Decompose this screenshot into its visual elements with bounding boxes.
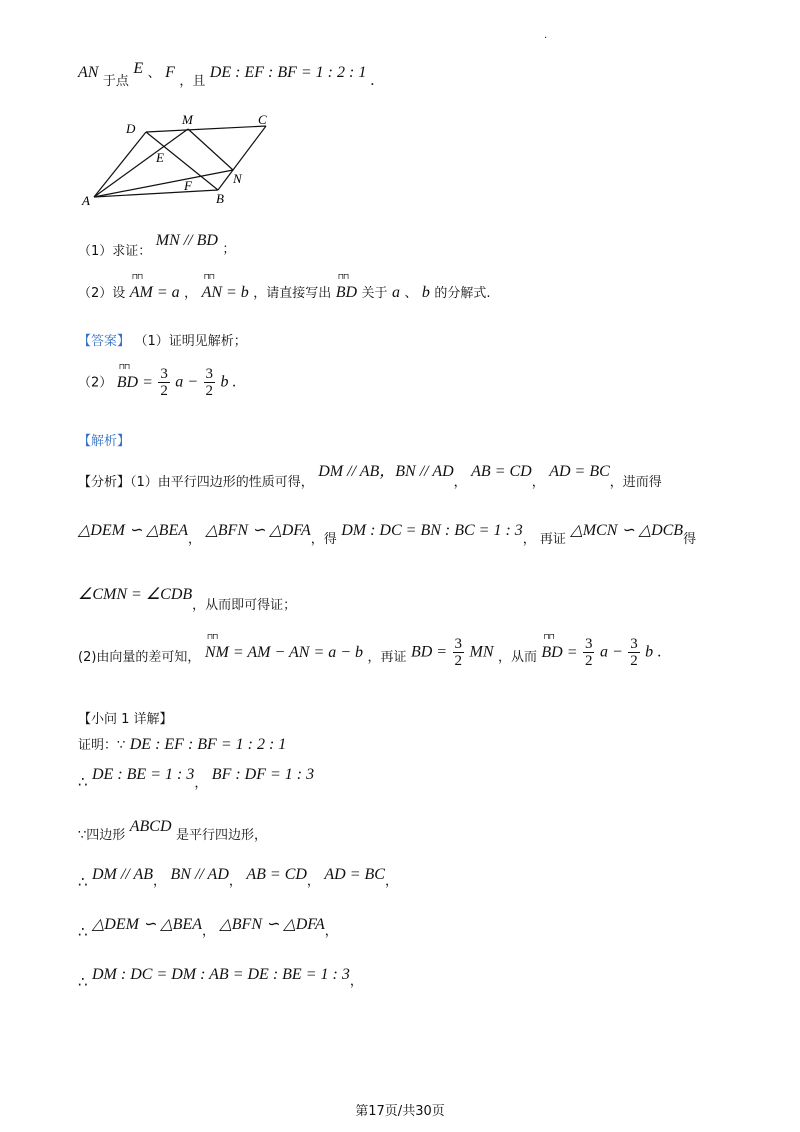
fraction: $\frac{3}{2}$ [630,636,638,669]
label-m: M [182,112,193,127]
abcd: ABCD [129,818,172,835]
proof-line-6 [78,964,363,991]
therefore-symbol: ∴ [78,923,88,941]
label-f: F [184,178,192,193]
text-zaizheng: ， 再证 [522,532,566,547]
therefore-symbol: ∴ [78,773,88,791]
text-zaizheng: ，再证 [367,649,407,665]
comma: ， [384,874,398,889]
period: . [370,72,375,89]
comma: ， [202,924,216,939]
label-b: B [216,191,224,206]
vector-bd: ⊓⊓ BD [336,284,357,302]
ab-eq-cd: AB = CD [471,463,532,480]
comma: ， [349,974,363,989]
proof-line-3 [78,816,267,843]
comma: ， [531,475,545,490]
analysis-text-4: (2)由向量的差可知， [78,649,201,665]
given-ratio: DE : EF : BF = 1 : 2 : 1 [129,736,287,753]
comma: ， [453,475,467,490]
page-number: 第17页/共30页 [355,1104,445,1119]
therefore-symbol: ∴ [78,873,88,891]
q1-prefix: （1）求证： [78,244,152,259]
bn-parallel-ad: BN // AD [170,866,229,883]
q2-prefix: （2）设 [78,286,126,301]
proof-line-1 [78,734,286,754]
ratio-condition: DE : EF : BF = 1 : 2 : 1 [209,64,367,81]
q1-suffix: ； [222,242,236,257]
question-1 [78,230,236,259]
bf-df-ratio: BF : DF = 1 : 3 [211,766,315,783]
detail-heading [78,708,173,727]
parallel-relations: DM // AB，BN // AD [318,463,454,480]
vector-nm: ⊓⊓ NM = AM − AN = a − b [205,644,363,662]
answer-part-1: （1）证明见解析； [134,334,247,349]
analysis-text-2: ，进而得 [609,475,662,490]
var-b: b [421,284,430,301]
fraction: $\frac{3}{2}$ [584,636,593,669]
a-minus: a − [599,643,623,661]
comma: ， [153,874,167,889]
label-a: A [82,193,90,208]
comma: ， [228,874,242,889]
bd-lhs: BD = [410,643,448,661]
ad-eq-bc: AD = BC [549,463,610,480]
angle-equality: ∠CMN = ∠CDB [78,586,193,603]
fraction: $\frac{3}{2}$ [205,366,214,399]
answer-part-2-prefix: （2） [78,375,113,391]
segment-an: AN [78,64,99,81]
q2-suffix: 的分解式. [434,286,491,301]
b: b [645,643,654,661]
answer-bd-lhs: ⊓⊓ BD = [117,374,153,392]
comma: ， [306,874,320,889]
text-conger: ，从而 [497,649,537,665]
since-quad: ∵四边形 [78,828,126,843]
period: . [657,643,662,661]
de-be-ratio: DE : BE = 1 : 3 [92,766,195,783]
text-yu-dian: 于点 [102,74,129,89]
analysis-text-1: （1）由平行四边形的性质可得， [130,475,314,490]
detail-tag: 【小问 1 详解】 [78,712,173,727]
vector-bd-lhs: ⊓⊓ BD = [541,644,577,662]
label-n: N [233,171,242,186]
proof-line-4 [78,864,398,891]
answer-mid: a − [175,373,199,391]
segment-mn [188,129,233,170]
label-e: E [156,150,164,165]
text-de: ，得 [310,532,337,547]
proof-line-5 [78,914,338,941]
dm-parallel-ab: DM // AB [92,866,154,883]
edge-dc [146,126,266,132]
text-qie: ，且 [179,74,206,89]
comma: ， [184,286,198,301]
analysis-line-3 [78,584,297,613]
analysis-text-3: ，从而即可得证； [192,598,297,613]
q1-statement: MN // BD [155,232,218,249]
answer-line-2 [78,366,236,399]
ab-eq-cd: AB = CD [246,866,307,883]
q2-mid: ，请直接写出 [253,286,332,301]
separator: 、 [404,286,418,301]
analysis-line-2 [78,520,697,547]
answer-tail: b . [220,373,237,391]
answer-line-1 [78,330,247,349]
separator: 、 [147,66,161,81]
comma: ， [324,924,338,939]
similar-bfn-dfa: △BFN ∽ △DFA [205,522,311,539]
question-2 [78,282,491,302]
is-parallelogram: 是平行四边形， [175,828,267,843]
therefore-symbol: ∴ [78,973,88,991]
fraction: $\frac{3}{2}$ [454,636,463,669]
edge-cb [218,126,266,190]
similar-dem-bea: △DEM ∽ △BEA [78,522,188,539]
ratio-result: DM : DC = BN : BC = 1 : 3 [341,522,523,539]
point-e: E [133,60,144,77]
q2-rel: 关于 [361,286,388,301]
intro-line [78,60,375,89]
text-de: 得 [683,532,697,547]
similar-bfn-dfa: △BFN ∽ △DFA [219,916,325,933]
mn: MN [469,643,494,661]
analysis-line-1 [78,458,662,490]
label-d: D [126,121,136,136]
jiexi-tag: 【解析】 [78,434,131,449]
comma: ， [194,776,208,791]
var-a: a [391,284,400,301]
proof-line-2 [78,764,315,791]
answer-tag: 【答案】 [78,334,131,349]
ad-eq-bc: AD = BC [324,866,385,883]
label-c: C [258,112,267,127]
point-f: F [165,64,175,81]
corner-mark: . [544,30,548,41]
analysis-tag: 【分析】 [78,475,131,490]
dm-dc-ratio: DM : DC = DM : AB = DE : BE = 1 : 3 [92,966,350,983]
proof-start: 证明：∵ [78,738,126,753]
analysis-line-4 [78,636,662,669]
fraction: $\frac{3}{2}$ [160,366,168,399]
analysis-heading [78,430,130,449]
vector-am-def: ⊓⊓ AM = a [130,284,180,302]
parallelogram-figure [78,110,288,210]
comma: ， [188,532,202,547]
vector-an-def: ⊓⊓ AN = b [202,284,249,302]
similar-dem-bea: △DEM ∽ △BEA [92,916,202,933]
similar-mcn-dcb: △MCN ∽ △DCB [570,522,684,539]
